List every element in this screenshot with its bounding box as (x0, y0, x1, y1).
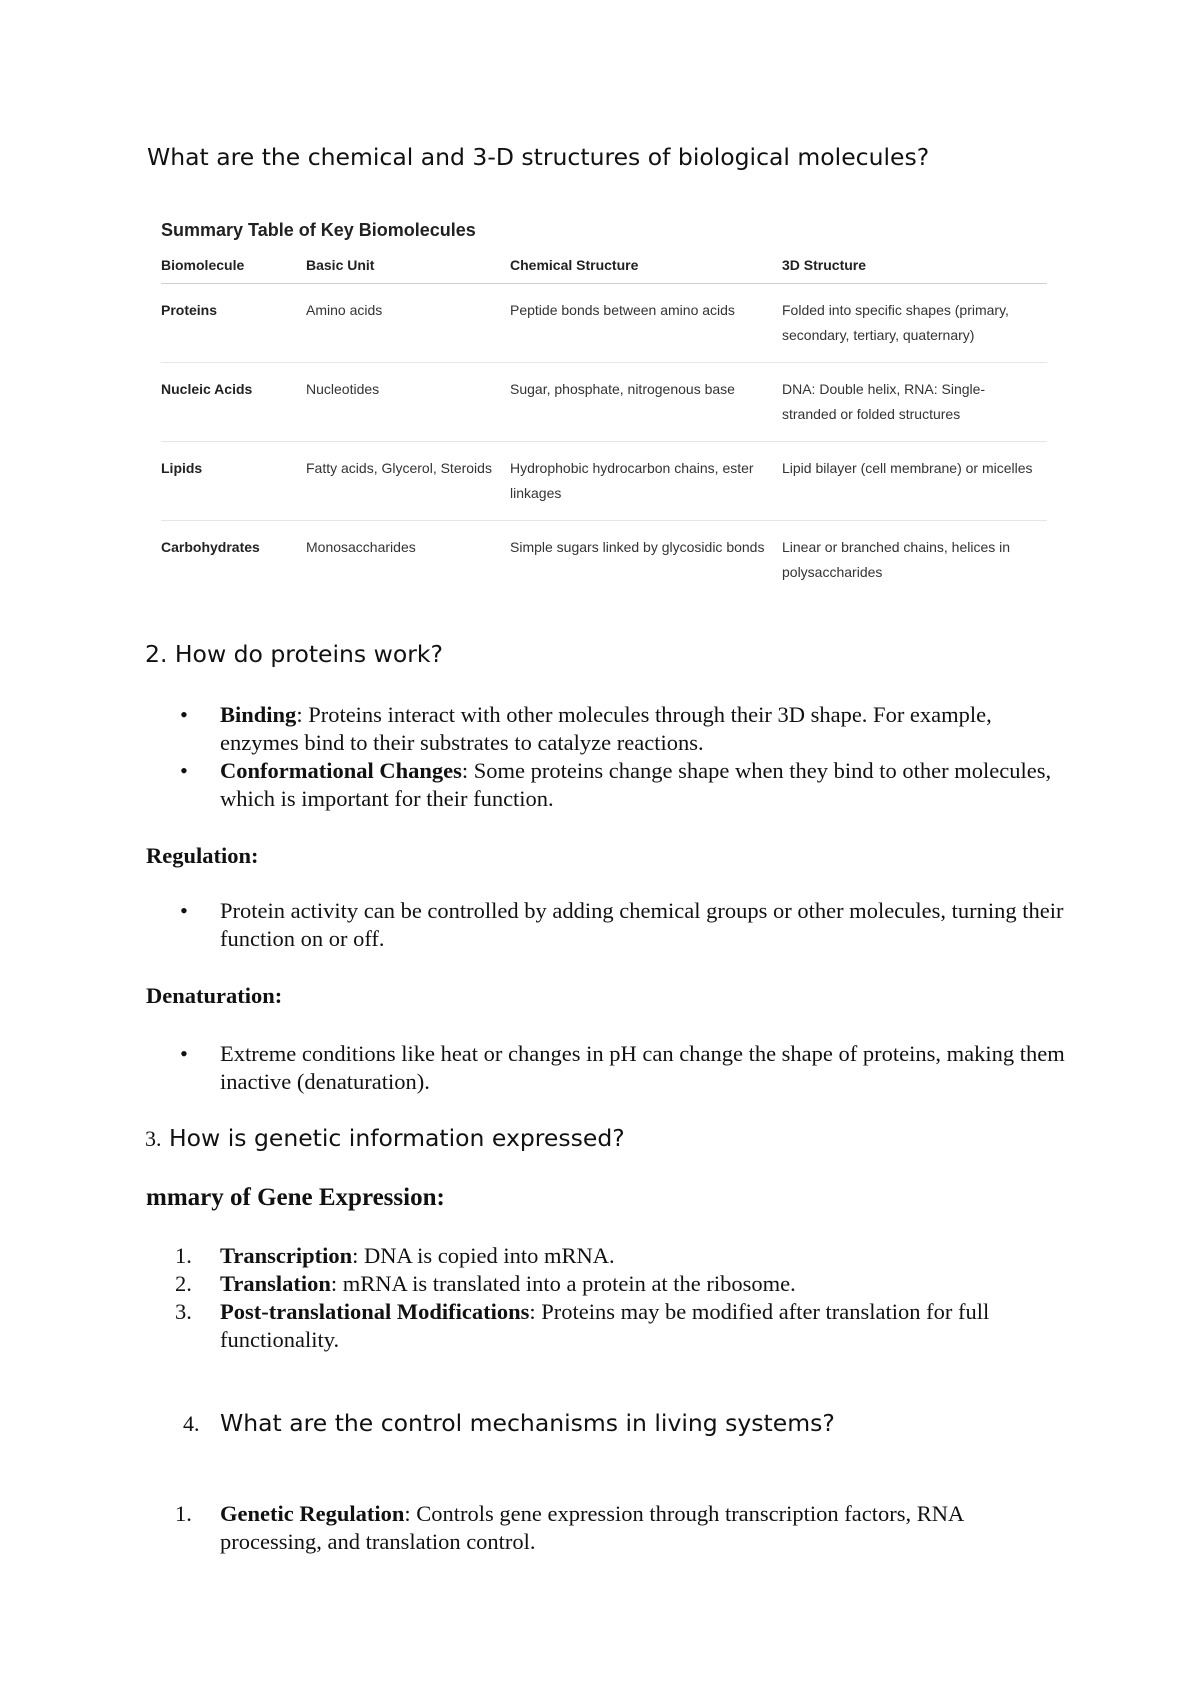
bullet-text: : Proteins interact with other molecules through their 3D shape. For example, enzymes bind to their substrates to catalyze reactions. (220, 702, 992, 755)
regulation-bullet-list (180, 897, 1070, 953)
list-number: 2. (175, 1271, 192, 1296)
table-row (161, 521, 1047, 600)
denaturation-bullet-list (180, 1040, 1070, 1096)
bullet-text: Extreme conditions like heat or changes in pH can change the shape of proteins, making them inactive (denaturation). (220, 1041, 1065, 1094)
list-term: Post-translational Modifications (220, 1299, 530, 1324)
table-cell: Fatty acids, Glycerol, Steroids (306, 442, 510, 521)
list-term: Transcription (220, 1243, 353, 1268)
section-title: How is genetic information expressed? (161, 1124, 625, 1152)
list-text: : mRNA is translated into a protein at the ribosome. (330, 1271, 796, 1296)
list-item (180, 1040, 1070, 1096)
question-heading-1: What are the chemical and 3-D structures of biological molecules? (147, 143, 930, 171)
regulation-label: Regulation: (146, 843, 259, 868)
bullet-icon: • (180, 898, 188, 923)
section-4-heading (183, 1409, 835, 1437)
table-header-row (161, 254, 1047, 284)
list-item (180, 897, 1070, 953)
list-number: 1. (175, 1501, 192, 1526)
list-term: Genetic Regulation (220, 1501, 405, 1526)
gene-expression-summary-label: mmary of Gene Expression: (146, 1184, 445, 1211)
bullet-icon: • (180, 702, 188, 727)
table-cell: Folded into specific shapes (primary, secondary, tertiary, quaternary) (782, 284, 1047, 363)
table-title: Summary Table of Key Biomolecules (161, 220, 476, 240)
bullet-term: Conformational Changes (220, 758, 462, 783)
denaturation-label: Denaturation: (146, 983, 283, 1008)
list-text: : Controls gene expression through transcription factors, RNA processing, and translation control. (220, 1501, 964, 1554)
list-item (175, 1500, 1070, 1556)
table-header-cell: 3D Structure (782, 254, 1047, 284)
table-header-cell: Biomolecule (161, 254, 306, 284)
table-header-cell: Chemical Structure (510, 254, 782, 284)
list-item (175, 1298, 1070, 1354)
table-cell: Peptide bonds between amino acids (510, 284, 782, 363)
table-cell: Lipids (161, 442, 306, 521)
table-header-cell: Basic Unit (306, 254, 510, 284)
table-cell: Hydrophobic hydrocarbon chains, ester linkages (510, 442, 782, 521)
table-row (161, 442, 1047, 521)
list-item (180, 701, 1070, 757)
proteins-bullet-list (180, 701, 1070, 813)
list-term: Translation (220, 1271, 331, 1296)
bullet-icon: • (180, 1041, 188, 1066)
table-cell: DNA: Double helix, RNA: Single-stranded or folded structures (782, 363, 1047, 442)
bullet-icon: • (180, 758, 188, 783)
list-text: : DNA is copied into mRNA. (352, 1243, 615, 1268)
list-text: : Proteins may be modified after translation for full functionality. (220, 1299, 990, 1352)
table-cell: Carbohydrates (161, 539, 260, 555)
table-cell: Proteins (161, 284, 306, 363)
table-cell: Lipid bilayer (cell membrane) or micelles (782, 442, 1047, 521)
list-item (180, 757, 1070, 813)
list-item (175, 1242, 1070, 1270)
table-cell: Simple sugars linked by glycosidic bonds (510, 539, 765, 555)
table-row (161, 363, 1047, 442)
control-mechanisms-list (175, 1500, 1070, 1556)
table-cell: Amino acids (306, 284, 510, 363)
bullet-term: Binding (220, 702, 297, 727)
section-number: 3. (145, 1126, 162, 1151)
bullet-text: Protein activity can be controlled by adding chemical groups or other molecules, turning their function on or off. (220, 898, 1064, 951)
table-row (161, 284, 1047, 363)
list-number: 1. (175, 1243, 192, 1268)
section-2-heading: 2. How do proteins work? (145, 640, 443, 668)
bullet-text: : Some proteins change shape when they bind to other molecules, which is important for their function. (220, 758, 1052, 811)
section-title: What are the control mechanisms in living systems? (220, 1409, 835, 1437)
section-number: 4. (183, 1411, 200, 1436)
biomolecules-table (161, 254, 1047, 599)
gene-expression-list (175, 1242, 1070, 1354)
table-cell: Sugar, phosphate, nitrogenous base (510, 363, 782, 442)
table-cell: Linear or branched chains, helices in polysaccharides (782, 539, 1011, 580)
table-cell: Nucleotides (306, 363, 510, 442)
section-3-heading (145, 1124, 625, 1152)
table-cell: Monosaccharides (306, 539, 416, 555)
list-item (175, 1270, 1070, 1298)
table-cell: Nucleic Acids (161, 363, 306, 442)
list-number: 3. (175, 1299, 192, 1324)
